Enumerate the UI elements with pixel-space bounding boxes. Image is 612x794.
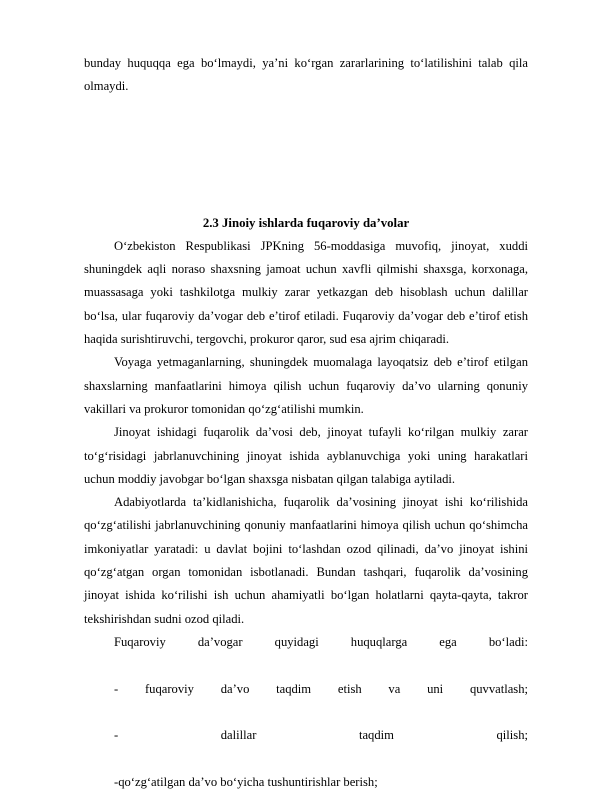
page-content [84, 52, 528, 794]
intro-paragraph: bunday huquqqa ega bo‘lmaydi, ya’ni ko‘rgan zararlarining to‘latilishini talab qila olmaydi. [84, 56, 528, 94]
body-paragraph-1: O‘zbekiston Respublikasi JPKning 56-moddasiga muvofiq, jinoyat, xuddi shuningdek aqli noraso shaxsning jamoat uchun xavfli qilmishi shaxsga, korxonaga, muassasaga yoki tashkilotga mulkiy zarar yetkazgan deb hisoblash uchun dalillar bo‘lsa, ular fuqaroviy da’vogar deb e’tirof etiladi. Fuqaroviy da’vogar deb e’tirof etish haqida surishtiruvchi, tergovchi, prokuror qaror, sud esa ajrim chiqaradi. [84, 238, 528, 347]
rights-item-2-text: - dalillar taqdim qilish; [114, 728, 528, 743]
rights-item-1-text: - fuqaroviy da’vo taqdim etish va uni quvvatlash; [114, 681, 528, 696]
rights-item-2 [84, 724, 528, 771]
rights-item-1 [84, 678, 528, 725]
body-paragraph-4: Adabiyotlarda ta’kidlanishicha, fuqarolik da’vosining jinoyat ishi ko‘rilishida qo‘zg‘atilishi jabrlanuvchining qonuniy manfaatlarini himoya qilish uchun qo‘shimcha imkoniyatlar yaratadi: u davlat bojini to‘lashdan ozod qilinadi, da’vo jinoyat ishini qo‘zg‘atgan organ tomonidan isbotlanadi. Bundan tashqari, fuqarolik da’vosining jinoyat ishida ko‘rilishi ish uchun ahamiyatli bo‘lgan holatlarni qayta-qayta, takror tekshirishdan sudni ozod qiladi. [84, 495, 528, 626]
body-paragraph-3: Jinoyat ishidagi fuqarolik da’vosi deb, jinoyat tufayli ko‘rilgan mulkiy zarar to‘g‘risidagi jabrlanuvchining jinoyat ishida ayblanuvchiga yoki uning harakatlari uchun moddiy javobgar bo‘lgan shaxsga nisbatan qilgan talabiga aytiladi. [84, 425, 528, 486]
body-paragraph-2: Voyaga yetmaganlarning, shuningdek muomalaga layoqatsiz deb e’tirof etilgan shaxslarning manfaatlarini himoya qilish uchun fuqaroviy da’vo ularning qonuniy vakillari va prokuror tomonidan qo‘zg‘atilishi mumkin. [84, 355, 528, 416]
rights-intro-line [84, 631, 528, 678]
section-spacer [84, 99, 528, 212]
rights-item-3: -qo‘zg‘atilgan da’vo bo‘yicha tushuntirishlar berish; [114, 774, 378, 789]
section-heading: 2.3 Jinoiy ishlarda fuqaroviy da’volar [202, 215, 410, 230]
rights-intro-text: Fuqaroviy da’vogar quyidagi huquqlarga ega bo‘ladi: [114, 634, 528, 649]
